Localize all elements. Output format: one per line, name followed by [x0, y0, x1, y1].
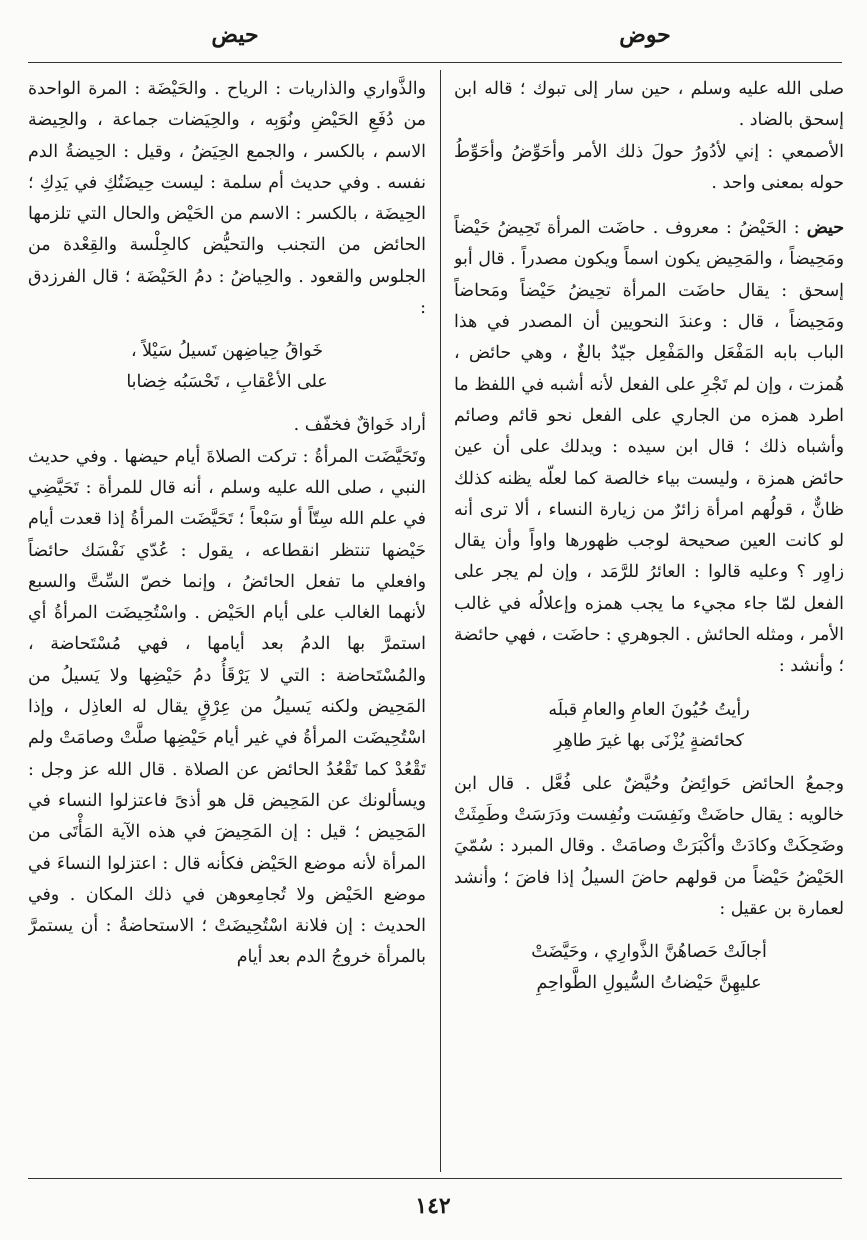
verse-line: عليهِنَّ حَيْضاتُ السُّيولِ الطَّواحِمِ [536, 973, 762, 994]
entry-text: : الحَيْضُ : معروف . حاضَت المرأة تَحِيضُ حَيْضاً ومَحِيضاً ، والمَحِيض يكون اسماً ويكون مصدراً . قال أبو إسحق : يقال حاضَت المرأة تحِيضُ حَيْضاً ومَحاضاً ومَحِيضاً ، قال : وعندَ النحويين أن المصدر في هذا الباب بابه المَفْعَل والمَفْعِل جيّدٌ بالغٌ ، وهي حائض ، هُمزت ، وإن لم تَجْرِ على الفعل لأنه أشبه في اللفظ ما اطرد همزه من الجاري على الفعل نحو قائم وصائم وأشباه ذلك ؛ قال ابن سيده : ويدلك على أن عين حائض همزة ، وليست بياء خالصة كما لعلّه يظنه كذلك ظانٌّ ، قولُهم امرأة زائرٌ من زيارة النساء ، ألا ترى أنه لو كانت العين صحيحة لوجب ظهورها واواً وأن يقال زاوِر ؟ وعليه قالوا : العائرُ للرَّمَد ، وإن لم يجر على الفعل لمّا جاء مجيء ما يجب همزه وإعلالُه في غالب الأمر ، ومثله الحائش . الجوهري : حاضَت ، فهي حائضة ؛ وأنشد : [454, 218, 844, 677]
right-column [454, 74, 844, 1174]
page-number: ١٤٢ [415, 1193, 451, 1219]
running-head-right: حوض [619, 22, 671, 48]
verse-line: كحائضةٍ يُزْنَى بها غيرَ طاهِرِ [554, 730, 744, 751]
entry-paragraph: أراد خَواقٌ فخفّف . [293, 415, 426, 436]
verse [454, 937, 844, 999]
verse [454, 695, 844, 757]
entry-paragraph: الأصمعي : إني لأدُورُ حولَ ذلك الأمر وأحَوِّضُ وأحَوِّطُ حوله بمعنى واحد . [454, 141, 844, 193]
bottom-rule [28, 1178, 842, 1179]
verse [28, 336, 426, 398]
verse-line: خَواقُ حِياضِهن تَسيلُ سَيْلاً ، [130, 341, 324, 362]
top-rule [28, 62, 842, 63]
left-column [28, 74, 426, 1174]
running-head-left: حيض [211, 22, 259, 48]
entry-paragraph: وتَحَيَّضَت المرأةُ : تركت الصلاةَ أيام حيضها . وفي حديث النبي ، صلى الله عليه وسلم ، أنه قال للمرأة : تَحَيَّضِي في علم الله سِتّاً أو سَبْعاً ؛ تَحَيَّضَت المرأةُ إذا قعدت أيام حَيْضها تنتظر انقطاعه ، يقول : عُدّي نَفْسَك حائضاً وافعلي ما تفعل الحائضُ ، وإنما خصّ السِّتَّ والسبع لأنهما الغالب على أيام الحَيْض . واسْتُحِيضَت المرأةُ أي استمرَّ بها الدمُ بعد أيامها ، فهي مُسْتَحاضة ، والمُسْتَحاضة : التي لا يَرْقَأُ دمُ حَيْضِها ولا يَسيلُ من المَحِيض ولكنه يَسيلُ من عِرْقٍ يقال له العاذِل ، وإذا اسْتُحِيضَت المرأةُ في غير أيام حَيْضِها صلَّتْ وصامَتْ ولم تَقْعُدْ كما تَقْعُدُ الحائض عن الصلاة . قال الله عز وجل : ويسألونك عن المَحِيض قل هو أذىً فاعتزلوا النساء في المَحِيض ؛ قيل : إن المَحِيضَ في هذه الآية المَأْتَى من المرأة لأنه موضع الحَيْض فكأنه قال : اعتزلوا النساءَ في موضع الحَيْض ولا تُجامِعوهن في ذلك المكان . وفي الحديث : إن فلانة اسْتُحِيضَتْ ؛ الاستحاضةُ : أن يستمرَّ بالمرأة خروجُ الدم بعد أيام [28, 446, 426, 968]
entry-paragraph: وجمعُ الحائض حَوائِضُ وحُيَّضٌ على فُعَّل . قال ابن خالويه : يقال حاضَتْ ونَفِسَت ونُفِست ودَرَسَتْ وطَمِثَتْ وضَحِكَتْ وكادَتْ وأكْبَرَتْ وصامَتْ . وقال المبرد : سُمّيَ الحَيْضُ حَيْضاً من قولهم حاضَ السيلُ إذا فاضَ ؛ وأنشد لعمارة بن عقيل : [454, 773, 844, 919]
column-divider [440, 70, 441, 1172]
verse-line: على الأعْقابِ ، تَحْسَبُه خِضابا [126, 372, 328, 393]
entry-paragraph [454, 213, 844, 682]
entry-paragraph: صلى الله عليه وسلم ، حين سار إلى تبوك ؛ قاله ابن إسحق بالضاد . [454, 79, 844, 131]
verse-line: أجالَتْ حَصاهُنَّ الذَّوارِي ، وحَيَّضَتْ [531, 942, 767, 963]
entry-paragraph: والذَّواري والذاريات : الرياح . والحَيْضَة : المرة الواحدة من دُفَعِ الحَيْضِ ونُوَبِه ، والحِيَضات جماعة ، والحِيضة الاسم ، بالكسر ، والجمع الحِيَضُ ، وقيل : الحِيضةُ الدم نفسه . وفي حديث أم سلمة : ليست حِيضَتُكِ في يَدِكِ ؛ الحِيضَة ، بالكسر : الاسم من الحَيْض والحال التي تلزمها الحائض من التجنب والتحيُّض كالجِلْسة والقِعْدة من الجلوس والقعود . والحِياضُ : دمُ الحَيْضَة ؛ قال الفرزدق : [28, 79, 426, 319]
headword: حيض [806, 218, 844, 239]
verse-line: رأيتُ حُيُونَ العامِ والعامِ قبلَه [548, 699, 750, 720]
